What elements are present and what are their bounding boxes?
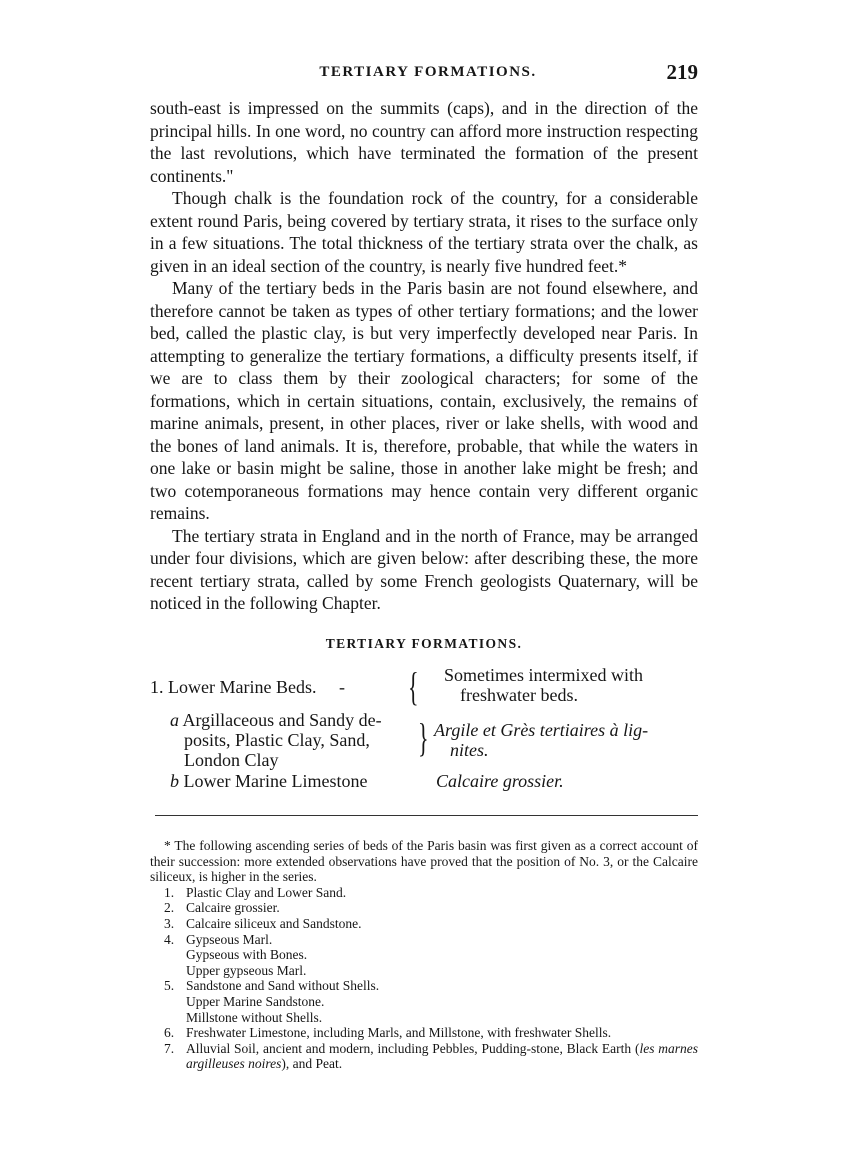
table-row-1 bbox=[150, 665, 698, 709]
list-item-number: 2. bbox=[164, 900, 175, 916]
paragraph-4: The tertiary strata in England and in the north of France, may be arranged under four divisions, which are given below: after describing these, the more recent tertiary strata, called by some French geologists Quaternary, will be noticed in the following Chapter. bbox=[150, 525, 698, 613]
row-b-name: Lower Marine Limestone bbox=[183, 771, 368, 791]
list-item-number: 5. bbox=[164, 978, 175, 994]
row-1-label bbox=[150, 677, 345, 697]
list-item-number: 7. bbox=[164, 1040, 175, 1056]
row-b-letter: b bbox=[170, 771, 179, 791]
list-item-text: Calcaire siliceux and Sandstone. bbox=[186, 915, 362, 931]
list-item bbox=[150, 932, 698, 979]
row-a-line-2: posits, Plastic Clay, Sand, bbox=[184, 730, 370, 750]
table-title: TERTIARY FORMATIONS. bbox=[325, 636, 523, 651]
running-head-title: TERTIARY FORMATIONS. bbox=[319, 64, 537, 80]
list-item bbox=[150, 885, 698, 901]
list-item-text: Gypseous Marl. bbox=[186, 931, 273, 947]
list-item-text: Sandstone and Sand without Shells. bbox=[186, 978, 380, 994]
list-item-number: 4. bbox=[164, 931, 175, 947]
list-item bbox=[150, 1041, 698, 1072]
list-item-number: 6. bbox=[164, 1025, 175, 1041]
row-a-line-3: London Clay bbox=[184, 750, 279, 770]
list-item-italic-text: les marnes argilleuses noires bbox=[186, 1040, 699, 1072]
list-item-text: Plastic Clay and Lower Sand. bbox=[186, 884, 347, 900]
row-b-note: Calcaire grossier. bbox=[436, 771, 564, 791]
list-item bbox=[150, 900, 698, 916]
row-1-dash: - bbox=[338, 677, 345, 697]
list-item-text: Freshwater Limestone, including Marls, and Millstone, with freshwater Shells. bbox=[186, 1025, 612, 1041]
row-1-name: Lower Marine Beds. bbox=[168, 677, 317, 697]
list-item-text: ), and Peat. bbox=[281, 1056, 343, 1072]
row-a-label bbox=[170, 710, 420, 770]
list-subitem: Gypseous with Bones. bbox=[186, 947, 308, 963]
list-subitem: Upper Marine Sandstone. bbox=[186, 993, 325, 1009]
list-item-number: 3. bbox=[164, 915, 175, 931]
footnote-divider bbox=[155, 815, 698, 816]
paragraph-1: south-east is impressed on the summits (caps), and in the direction of the principal hills. In one word, no country can afford more instruction respecting the last revolutions, which have terminated the formation of the present continents." bbox=[150, 98, 698, 186]
list-subitem: Millstone without Shells. bbox=[186, 1009, 323, 1025]
row-1-number: 1. bbox=[150, 677, 164, 697]
footnote bbox=[150, 838, 698, 1072]
brace-icon: { bbox=[408, 664, 419, 709]
body-text bbox=[150, 97, 698, 615]
paragraph-2: Though chalk is the foundation rock of the country, for a considerable extent round Paris, being covered by tertiary strata, it rises to the surface only in a few situations. The total thickness of the tertiary strata over the chalk, as given in an ideal section of the country, is nearly five hundred feet.* bbox=[150, 188, 698, 276]
page-number: 219 bbox=[666, 60, 698, 84]
paragraph-3: Many of the tertiary beds in the Paris basin are not found elsewhere, and therefore cannot be taken as types of other tertiary formations; and the lower bed, called the plastic clay, is but very imperfectly developed near Paris. In attempting to generalize the tertiary formations, a difficulty presents itself, if we are to class them by their zoological characters; for some of the formations, which in certain situations, contain, exclusively, the remains of marine animals, present, in other places, river or lake shells, with wood and the bones of land animals. It is, therefore, probable, that while the waters in one lake or basin might be saline, those in another lake might be fresh; and two cotemporaneous formations may hence contain very different organic remains. bbox=[150, 278, 698, 523]
list-subitem: Upper gypseous Marl. bbox=[186, 962, 307, 978]
running-head bbox=[150, 60, 698, 86]
brace-icon: } bbox=[418, 715, 429, 760]
row-a-note-line-2: nites. bbox=[450, 740, 489, 760]
footnote-list bbox=[150, 885, 698, 1072]
row-a-letter: a bbox=[170, 710, 179, 730]
list-item bbox=[150, 916, 698, 932]
row-1-note-line-1: Sometimes intermixed with bbox=[444, 665, 643, 685]
list-item-number: 1. bbox=[164, 884, 175, 900]
table-row-a bbox=[150, 710, 698, 772]
list-item-text: Alluvial Soil, ancient and modern, including Pebbles, Pudding-stone, Black Earth ( bbox=[186, 1040, 640, 1056]
table-row-b bbox=[150, 771, 698, 793]
list-item bbox=[150, 1025, 698, 1041]
list-item-text: Calcaire grossier. bbox=[186, 900, 280, 916]
row-1-note bbox=[444, 665, 698, 705]
footnote-intro: * The following ascending series of beds of the Paris basin was first given as a correct account of their succession: more extended observations have proved that the position of No. 3, or the Calcaire siliceux, is higher in the series. bbox=[150, 838, 698, 885]
list-item bbox=[150, 978, 698, 1025]
row-a-note-line-1: Argile et Grès tertiaires à lig- bbox=[434, 720, 649, 740]
row-b-label bbox=[170, 771, 367, 791]
row-a-note bbox=[434, 720, 698, 760]
row-a-line-1: Argillaceous and Sandy de- bbox=[182, 710, 382, 730]
row-1-note-line-2: freshwater beds. bbox=[460, 685, 578, 705]
